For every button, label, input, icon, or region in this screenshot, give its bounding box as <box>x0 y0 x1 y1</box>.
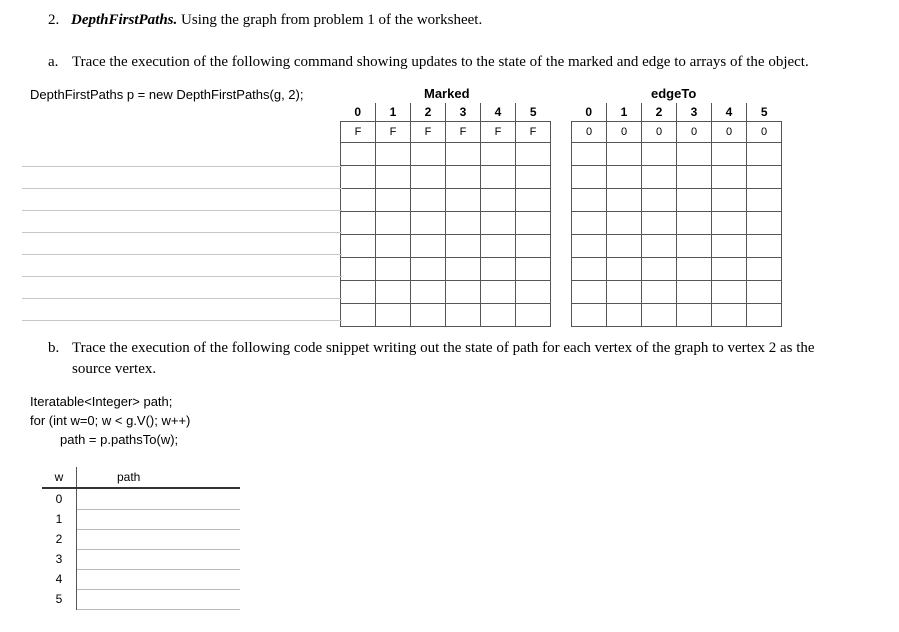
edgeto-trace-cell[interactable] <box>677 304 712 327</box>
marked-trace-cell[interactable] <box>341 258 376 281</box>
edgeto-trace-cell[interactable] <box>747 235 782 258</box>
marked-index: 3 <box>446 103 481 122</box>
part-b-text: Trace the execution of the following code snippet writing out the state of path for each vertex of the graph to vertex 2 as the <box>72 340 815 356</box>
edgeto-trace-cell[interactable] <box>642 258 677 281</box>
edgeto-trace-cell[interactable] <box>747 189 782 212</box>
edgeto-trace-cell[interactable] <box>712 281 747 304</box>
w-value: 3 <box>42 549 77 569</box>
edgeto-trace-cell[interactable] <box>677 212 712 235</box>
edgeto-trace-cell[interactable] <box>747 166 782 189</box>
problem-number: 2. <box>48 12 60 28</box>
edgeto-trace-cell[interactable] <box>572 189 607 212</box>
marked-trace-cell[interactable] <box>481 258 516 281</box>
part-b-code <box>30 392 190 449</box>
edgeto-trace-cell[interactable] <box>712 189 747 212</box>
edgeto-trace-cell[interactable] <box>572 166 607 189</box>
edgeto-cell: 0 <box>642 122 677 143</box>
path-cell[interactable] <box>77 529 240 549</box>
edgeto-trace-cell[interactable] <box>607 189 642 212</box>
marked-trace-cell[interactable] <box>446 212 481 235</box>
edgeto-cell: 0 <box>677 122 712 143</box>
marked-trace-row <box>341 235 551 258</box>
edgeto-trace-cell[interactable] <box>642 304 677 327</box>
marked-trace-cell[interactable] <box>481 166 516 189</box>
marked-trace-cell[interactable] <box>376 281 411 304</box>
edgeto-trace-cell[interactable] <box>712 258 747 281</box>
marked-trace-cell[interactable] <box>446 258 481 281</box>
edgeto-label: edgeTo <box>651 86 697 101</box>
w-value: 0 <box>42 488 77 509</box>
marked-trace-cell[interactable] <box>516 189 551 212</box>
marked-trace-cell[interactable] <box>376 143 411 166</box>
problem-heading <box>48 12 482 29</box>
edgeto-cell: 0 <box>572 122 607 143</box>
marked-trace-cell[interactable] <box>481 189 516 212</box>
marked-trace-cell[interactable] <box>341 281 376 304</box>
edgeto-trace-cell[interactable] <box>607 235 642 258</box>
edgeto-trace-row <box>572 166 782 189</box>
marked-trace-cell[interactable] <box>341 189 376 212</box>
marked-trace-row <box>341 304 551 327</box>
edgeto-trace-cell[interactable] <box>677 166 712 189</box>
code-line: path = p.pathsTo(w); <box>60 432 179 447</box>
edgeto-cell: 0 <box>712 122 747 143</box>
marked-index: 5 <box>516 103 551 122</box>
edgeto-trace-cell[interactable] <box>607 304 642 327</box>
marked-trace-cell[interactable] <box>516 166 551 189</box>
marked-index-row <box>341 103 551 122</box>
edgeto-trace-cell[interactable] <box>642 235 677 258</box>
table-row <box>42 529 240 549</box>
table-row <box>42 589 240 609</box>
marked-trace-cell[interactable] <box>341 212 376 235</box>
path-cell[interactable] <box>77 569 240 589</box>
marked-trace-cell[interactable] <box>446 235 481 258</box>
edgeto-trace-cell[interactable] <box>572 212 607 235</box>
edgeto-trace-cell[interactable] <box>677 258 712 281</box>
part-b-instruction <box>48 338 888 380</box>
edgeto-trace-row <box>572 258 782 281</box>
w-value: 4 <box>42 569 77 589</box>
edgeto-initial-row <box>572 122 782 143</box>
marked-index: 4 <box>481 103 516 122</box>
marked-trace-cell[interactable] <box>341 166 376 189</box>
part-b-text-continued: source vertex. <box>72 361 157 377</box>
part-b-letter: b. <box>48 340 60 356</box>
edgeto-index: 2 <box>642 103 677 122</box>
edgeto-index-row <box>572 103 782 122</box>
edgeto-index: 3 <box>677 103 712 122</box>
edgeto-trace-cell[interactable] <box>607 143 642 166</box>
edgeto-trace-cell[interactable] <box>712 235 747 258</box>
marked-trace-cell[interactable] <box>516 281 551 304</box>
edgeto-trace-cell[interactable] <box>607 258 642 281</box>
marked-trace-cell[interactable] <box>481 143 516 166</box>
edgeto-index: 1 <box>607 103 642 122</box>
edgeto-index: 0 <box>585 105 593 119</box>
table-row <box>42 488 240 509</box>
part-a-letter: a. <box>48 54 59 70</box>
marked-trace-cell[interactable] <box>376 235 411 258</box>
marked-initial-row <box>341 122 551 143</box>
marked-trace-cell[interactable] <box>376 258 411 281</box>
edgeto-trace-cell[interactable] <box>642 281 677 304</box>
edgeto-trace-cell[interactable] <box>712 304 747 327</box>
marked-trace-cell[interactable] <box>411 235 446 258</box>
edgeto-trace-row <box>572 143 782 166</box>
marked-trace-cell[interactable] <box>481 304 516 327</box>
marked-trace-row <box>341 258 551 281</box>
marked-cell: F <box>411 122 446 143</box>
edgeto-trace-cell[interactable] <box>572 235 607 258</box>
marked-cell: F <box>446 122 481 143</box>
edgeto-trace-cell[interactable] <box>572 281 607 304</box>
path-column-header: path <box>77 467 240 488</box>
writing-line <box>22 254 342 255</box>
marked-trace-cell[interactable] <box>516 235 551 258</box>
marked-cell: F <box>516 122 551 143</box>
writing-line <box>22 166 342 167</box>
marked-trace-row <box>341 212 551 235</box>
edgeto-trace-cell[interactable] <box>642 212 677 235</box>
marked-trace-cell[interactable] <box>481 281 516 304</box>
edgeto-trace-row <box>572 189 782 212</box>
marked-trace-cell[interactable] <box>516 304 551 327</box>
marked-trace-cell[interactable] <box>446 189 481 212</box>
edgeto-trace-cell[interactable] <box>747 304 782 327</box>
edgeto-trace-cell[interactable] <box>607 166 642 189</box>
marked-trace-cell[interactable] <box>446 304 481 327</box>
table-row <box>42 569 240 589</box>
edgeto-trace-cell[interactable] <box>642 166 677 189</box>
edgeto-trace-cell[interactable] <box>572 304 607 327</box>
edgeto-trace-cell[interactable] <box>607 281 642 304</box>
marked-trace-cell[interactable] <box>516 143 551 166</box>
edgeto-trace-cell[interactable] <box>712 212 747 235</box>
part-a-code: DepthFirstPaths p = new DepthFirstPaths(g, 2); <box>30 87 304 102</box>
marked-array-table <box>340 103 551 327</box>
path-cell[interactable] <box>77 488 240 509</box>
marked-trace-cell[interactable] <box>376 166 411 189</box>
marked-trace-cell[interactable] <box>516 212 551 235</box>
marked-trace-row <box>341 166 551 189</box>
edgeto-cell: 0 <box>747 122 782 143</box>
path-table-header <box>42 467 240 488</box>
part-a-text: Trace the execution of the following command showing updates to the state of the marked and edge to arrays of the object. <box>72 54 809 70</box>
edgeto-trace-cell[interactable] <box>747 212 782 235</box>
edgeto-trace-cell[interactable] <box>677 281 712 304</box>
path-cell[interactable] <box>77 589 240 609</box>
writing-line <box>22 298 342 299</box>
marked-trace-cell[interactable] <box>411 166 446 189</box>
marked-trace-row <box>341 281 551 304</box>
marked-cell: F <box>341 122 376 143</box>
marked-trace-cell[interactable] <box>341 143 376 166</box>
edgeto-trace-cell[interactable] <box>712 143 747 166</box>
path-cell[interactable] <box>77 509 240 529</box>
edgeto-trace-cell[interactable] <box>712 166 747 189</box>
marked-trace-cell[interactable] <box>411 189 446 212</box>
marked-trace-cell[interactable] <box>411 212 446 235</box>
edgeto-trace-cell[interactable] <box>677 143 712 166</box>
path-cell[interactable] <box>77 549 240 569</box>
marked-trace-cell[interactable] <box>446 281 481 304</box>
edgeto-trace-cell[interactable] <box>607 212 642 235</box>
marked-index: 1 <box>376 103 411 122</box>
code-line: Iteratable<Integer> path; <box>30 394 173 409</box>
edgeto-trace-cell[interactable] <box>677 189 712 212</box>
writing-line <box>22 276 342 277</box>
marked-label: Marked <box>424 86 470 101</box>
edgeto-array-table <box>571 103 782 327</box>
edgeto-trace-cell[interactable] <box>642 189 677 212</box>
problem-title: DepthFirstPaths. <box>71 12 178 28</box>
marked-trace-cell[interactable] <box>446 166 481 189</box>
edgeto-trace-row <box>572 235 782 258</box>
w-value: 5 <box>42 589 77 609</box>
marked-trace-cell[interactable] <box>411 281 446 304</box>
marked-trace-cell[interactable] <box>481 212 516 235</box>
edgeto-index: 5 <box>747 103 782 122</box>
path-table <box>42 467 240 610</box>
marked-trace-cell[interactable] <box>376 304 411 327</box>
marked-cell: F <box>376 122 411 143</box>
edgeto-trace-cell[interactable] <box>747 258 782 281</box>
marked-trace-cell[interactable] <box>516 258 551 281</box>
marked-trace-cell[interactable] <box>411 304 446 327</box>
marked-trace-cell[interactable] <box>341 304 376 327</box>
edgeto-trace-cell[interactable] <box>747 281 782 304</box>
edgeto-trace-row <box>572 212 782 235</box>
marked-index: 2 <box>411 103 446 122</box>
problem-text: Using the graph from problem 1 of the worksheet. <box>181 12 483 28</box>
part-a-instruction <box>48 54 809 71</box>
writing-line <box>22 210 342 211</box>
edgeto-trace-cell[interactable] <box>642 143 677 166</box>
table-row <box>42 549 240 569</box>
edgeto-index: 4 <box>712 103 747 122</box>
marked-trace-cell[interactable] <box>376 189 411 212</box>
table-row <box>42 509 240 529</box>
marked-trace-cell[interactable] <box>376 212 411 235</box>
code-line: for (int w=0; w < g.V(); w++) <box>30 413 191 428</box>
edgeto-trace-cell[interactable] <box>572 258 607 281</box>
edgeto-trace-row <box>572 304 782 327</box>
edgeto-trace-cell[interactable] <box>677 235 712 258</box>
w-value: 2 <box>42 529 77 549</box>
writing-line <box>22 320 342 321</box>
writing-line <box>22 232 342 233</box>
writing-line <box>22 188 342 189</box>
marked-trace-cell[interactable] <box>411 258 446 281</box>
marked-trace-cell[interactable] <box>481 235 516 258</box>
edgeto-cell: 0 <box>607 122 642 143</box>
edgeto-trace-row <box>572 281 782 304</box>
marked-trace-cell[interactable] <box>411 143 446 166</box>
marked-trace-cell[interactable] <box>341 235 376 258</box>
edgeto-trace-cell[interactable] <box>572 143 607 166</box>
w-value: 1 <box>42 509 77 529</box>
edgeto-trace-cell[interactable] <box>747 143 782 166</box>
marked-trace-row <box>341 189 551 212</box>
marked-trace-cell[interactable] <box>446 143 481 166</box>
marked-trace-row <box>341 143 551 166</box>
w-column-header: w <box>42 467 77 488</box>
marked-index: 0 <box>354 105 362 119</box>
marked-cell: F <box>481 122 516 143</box>
